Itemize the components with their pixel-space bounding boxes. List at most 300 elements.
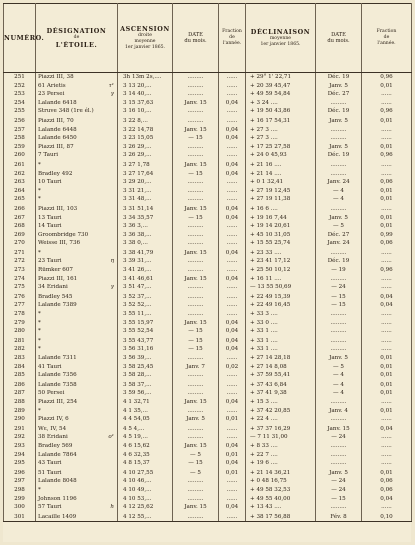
cell-fraction-2-text: 0,06 [380, 478, 393, 485]
cell-declinaison [246, 486, 316, 495]
cell-designation-text: Piazzi IV, 6 [38, 416, 69, 423]
cell-designation-text: Lalande 7864 [38, 451, 77, 458]
cell-ascension-text: 3 29 20,... [123, 179, 152, 186]
cell-date-text: Janv. 15 [184, 398, 207, 405]
cell-fraction-2-text: 0,99 [380, 231, 393, 238]
cell-fraction-text: ...... [226, 381, 238, 388]
cell-ascension-text: 4 6 15,62 [123, 442, 150, 449]
header-date-title: DATE [188, 31, 203, 38]
cell-date-2 [316, 468, 362, 477]
cell-designation-text: Bradley 569 [38, 442, 73, 449]
cell-ascension-text: 3 56 31,16 [123, 346, 154, 353]
cell-declinaison [246, 82, 316, 91]
table-row [4, 363, 412, 372]
cell-date [173, 486, 219, 495]
cell-designation-text: 13 Tauri [38, 214, 62, 221]
cell-fraction [219, 151, 246, 160]
cell-bayer-letter: η [110, 258, 114, 265]
cell-designation [36, 160, 118, 169]
cell-fraction-2 [362, 107, 412, 116]
cell-designation [36, 495, 118, 504]
cell-fraction-2-text: ...... [381, 135, 392, 142]
cell-declinaison-text: + 37 42 20,85 [250, 407, 291, 414]
cell-fraction-text: 0,01 [225, 469, 239, 476]
cell-numero-text: 281 [14, 337, 25, 344]
cell-fraction-2-text: ...... [381, 205, 392, 212]
cell-fraction [219, 345, 246, 354]
cell-designation [36, 239, 118, 248]
cell-numero-text: 257 [14, 126, 25, 133]
cell-declinaison-text: + 38 17 56,88 [250, 513, 291, 520]
cell-date-2-text: Déc. 19 [327, 152, 350, 159]
cell-fraction-2 [362, 468, 412, 477]
cell-declinaison [246, 257, 316, 266]
cell-fraction-2 [362, 354, 412, 363]
cell-numero-text: 292 [14, 434, 25, 441]
cell-ascension-text: 3 31 51,14 [123, 205, 154, 212]
cell-declinaison [246, 468, 316, 477]
cell-date-2 [316, 214, 362, 223]
cell-date-2 [316, 495, 362, 504]
cell-date-2-text: — 24 [331, 284, 346, 291]
cell-declinaison [246, 336, 316, 345]
cell-fraction-text: ...... [226, 284, 238, 291]
cell-numero [4, 512, 36, 522]
cell-fraction-text: ...... [226, 117, 238, 124]
cell-date-2-text: — 4 [333, 187, 344, 194]
cell-fraction-2 [362, 345, 412, 354]
cell-designation [36, 363, 118, 372]
cell-declinaison-text: + 33 3 .... [250, 311, 278, 318]
cell-ascension [118, 90, 173, 99]
cell-fraction-2-text: 0,06 [380, 486, 393, 493]
star-catalogue-table [3, 3, 412, 522]
cell-declinaison [246, 442, 316, 451]
cell-ascension-text: 4 4 54,05 [123, 416, 150, 423]
cell-fraction-2 [362, 371, 412, 380]
cell-fraction-text: 0,04 [225, 161, 239, 168]
cell-bayer-letter: ο¹ [108, 434, 114, 441]
cell-fraction-2 [362, 126, 412, 135]
table-row [4, 160, 412, 169]
cell-ascension-text: 3 56 39,... [123, 355, 152, 361]
cell-fraction-text: 0,04 [225, 328, 239, 335]
cell-date-2-text: ......... [330, 346, 347, 353]
cell-numero-text: 289 [14, 407, 25, 414]
table-row [4, 275, 412, 284]
cell-numero [4, 371, 36, 380]
cell-fraction-2 [362, 310, 412, 319]
cell-fraction [219, 231, 246, 240]
cell-declinaison [246, 126, 316, 135]
cell-fraction-2-text: ...... [381, 275, 392, 282]
cell-fraction-2-text: ...... [381, 346, 392, 353]
cell-numero [4, 222, 36, 231]
cell-date-2 [316, 451, 362, 460]
cell-fraction-text: 0,04 [225, 504, 239, 511]
header-declinaison-epoch: 1er janvier 1865. [260, 42, 301, 47]
cell-ascension-text: 3 52 37,... [123, 293, 152, 300]
cell-fraction-2-text: 0,01 [380, 381, 393, 388]
cell-ascension-text: 3 14 40,... [123, 91, 152, 98]
cell-numero-text: 254 [14, 99, 25, 106]
cell-date-2 [316, 116, 362, 125]
cell-fraction-text: ...... [226, 311, 238, 318]
cell-fraction-text: ...... [226, 196, 238, 203]
cell-declinaison [246, 512, 316, 522]
cell-fraction [219, 407, 246, 416]
cell-declinaison-text: + 3 24 .... [250, 99, 278, 106]
cell-fraction [219, 363, 246, 372]
cell-fraction-2 [362, 187, 412, 196]
cell-ascension [118, 248, 173, 257]
table-row [4, 424, 412, 433]
cell-ascension [118, 283, 173, 292]
cell-ascension [118, 187, 173, 196]
cell-fraction-2 [362, 266, 412, 275]
cell-fraction-text: ...... [226, 486, 238, 493]
cell-ascension-text: 3 58 25,45 [123, 363, 154, 370]
cell-designation-text: 43 Tauri [38, 460, 62, 467]
cell-designation-text: Lalande 7311 [38, 355, 77, 361]
cell-date [173, 380, 219, 389]
table-row [4, 407, 412, 416]
catalogue-page [3, 3, 411, 542]
cell-fraction-2-text: 0,96 [380, 267, 393, 274]
cell-ascension [118, 336, 173, 345]
cell-fraction-2 [362, 160, 412, 169]
cell-fraction [219, 134, 246, 143]
cell-date [173, 204, 219, 213]
cell-declinaison-text: + 16 6 .... [250, 205, 278, 212]
cell-designation [36, 415, 118, 424]
cell-date-2 [316, 178, 362, 187]
cell-ascension-text: 4 1 35,... [123, 407, 148, 414]
table-row [4, 486, 412, 495]
cell-date-2-text: Janv. 5 [329, 469, 348, 476]
cell-fraction-text: ...... [226, 240, 238, 247]
cell-fraction [219, 319, 246, 328]
cell-designation-text: Lalande 6448 [38, 126, 77, 133]
cell-numero-text: 299 [14, 495, 25, 502]
cell-designation-text: 10 Tauri [38, 179, 62, 186]
cell-designation [36, 195, 118, 204]
cell-date-2 [316, 248, 362, 257]
cell-date [173, 415, 219, 424]
cell-fraction-2-text: ...... [381, 319, 392, 326]
cell-declinaison-text: + 8 33 .... [250, 442, 278, 449]
cell-date-2 [316, 398, 362, 407]
cell-fraction-text: ...... [226, 390, 238, 397]
cell-date-2-text: ......... [330, 504, 347, 511]
cell-date-2-text: Janv. 4 [329, 407, 348, 414]
cell-numero-text: 273 [14, 267, 25, 274]
cell-date [173, 512, 219, 522]
cell-declinaison [246, 248, 316, 257]
cell-ascension-text: 4 1 32,71 [123, 398, 150, 405]
table-row [4, 477, 412, 486]
cell-numero [4, 389, 36, 398]
table-row [4, 82, 412, 91]
cell-numero-text: 268 [14, 223, 25, 230]
cell-numero [4, 442, 36, 451]
cell-ascension [118, 415, 173, 424]
cell-fraction-2 [362, 204, 412, 213]
cell-designation-text: 14 Tauri [38, 223, 62, 230]
cell-designation-text: * [38, 249, 41, 256]
cell-designation-text: Piazzi III, 254 [38, 398, 78, 405]
cell-declinaison [246, 143, 316, 152]
table-row [4, 126, 412, 135]
cell-declinaison [246, 407, 316, 416]
cell-numero [4, 503, 36, 512]
cell-ascension-text: 3 58 37,... [123, 381, 152, 388]
cell-date-text: — 15 [188, 135, 203, 142]
cell-ascension [118, 495, 173, 504]
cell-ascension-text: 3 15 37,63 [123, 99, 154, 106]
cell-date-2-text: Déc. 19 [327, 74, 350, 80]
cell-declinaison [246, 178, 316, 187]
cell-designation-text: 23 Persei [38, 91, 65, 98]
cell-date-2 [316, 424, 362, 433]
cell-designation [36, 433, 118, 442]
cell-date-2-text: ......... [330, 170, 347, 177]
cell-fraction-text: 0,04 [225, 135, 239, 142]
cell-date [173, 266, 219, 275]
header-designation-de: de [73, 35, 80, 41]
cell-date-text: Janv. 15 [184, 442, 207, 449]
cell-fraction-text: ...... [226, 143, 238, 150]
cell-ascension-text: 3 36 3,... [123, 223, 148, 230]
cell-date-2-text: — 24 [331, 478, 346, 485]
cell-ascension-text: 3 27 1,78 [123, 161, 150, 168]
cell-ascension-text: 4 5 19,... [123, 434, 148, 441]
cell-fraction-2 [362, 451, 412, 460]
cell-fraction-2 [362, 512, 412, 522]
cell-fraction-2-text: ...... [381, 170, 392, 177]
cell-date-2-text: — 15 [331, 302, 346, 309]
cell-fraction [219, 380, 246, 389]
cell-date-2-text: — 15 [331, 293, 346, 300]
cell-date-text: ......... [187, 196, 204, 203]
cell-bayer-letter: γ [110, 91, 114, 98]
cell-numero [4, 170, 36, 179]
cell-numero [4, 319, 36, 328]
cell-ascension [118, 107, 173, 116]
cell-designation [36, 512, 118, 522]
header-date-2 [316, 4, 362, 73]
table-row [4, 442, 412, 451]
cell-declinaison-text: + 16 17 54,31 [250, 117, 291, 124]
cell-date [173, 424, 219, 433]
cell-date-text: ......... [187, 434, 204, 441]
cell-declinaison-text: + 37 37 16,29 [250, 425, 291, 432]
cell-declinaison-text: + 19 50 43,86 [250, 108, 291, 115]
cell-declinaison-text: + 37 59 55,41 [250, 372, 291, 379]
cell-fraction-text: 0,01 [225, 451, 239, 458]
cell-designation [36, 116, 118, 125]
cell-numero-text: 284 [14, 363, 25, 370]
cell-fraction [219, 90, 246, 99]
cell-declinaison [246, 354, 316, 363]
cell-fraction-text: 0,04 [225, 346, 239, 353]
cell-date-2-text: Janv. 5 [329, 82, 348, 89]
cell-fraction-text: ...... [226, 187, 238, 194]
cell-fraction-2-text: 0,06 [380, 179, 393, 186]
cell-numero [4, 407, 36, 416]
cell-date-2-text: ......... [330, 460, 347, 467]
cell-numero [4, 283, 36, 292]
cell-date [173, 389, 219, 398]
cell-date-2-text: — 24 [331, 486, 346, 493]
cell-fraction-text: 0,04 [225, 249, 239, 256]
cell-declinaison [246, 477, 316, 486]
cell-declinaison [246, 107, 316, 116]
cell-fraction-2 [362, 442, 412, 451]
cell-numero-text: 295 [14, 460, 25, 467]
cell-fraction-text: 0,04 [225, 205, 239, 212]
header-ascension [118, 4, 173, 73]
cell-numero-text: 301 [14, 513, 25, 520]
cell-ascension [118, 116, 173, 125]
cell-ascension [118, 151, 173, 160]
cell-designation [36, 222, 118, 231]
cell-fraction [219, 107, 246, 116]
table-row [4, 301, 412, 310]
cell-declinaison [246, 371, 316, 380]
cell-ascension [118, 371, 173, 380]
cell-designation-text: * [38, 161, 41, 168]
cell-ascension-text: 3 36 38,... [123, 231, 152, 238]
cell-numero [4, 468, 36, 477]
cell-declinaison [246, 459, 316, 468]
header-fraction-2 [362, 4, 412, 73]
cell-date [173, 310, 219, 319]
cell-numero-text: 280 [14, 328, 25, 335]
header-numero [4, 4, 45, 73]
cell-fraction-2-text: ...... [381, 249, 392, 256]
cell-date-2 [316, 363, 362, 372]
cell-fraction-2 [362, 222, 412, 231]
cell-declinaison-text: + 19 6 .... [250, 460, 278, 467]
cell-date [173, 160, 219, 169]
cell-date-2-text: ......... [330, 135, 347, 142]
cell-designation-text: * [38, 337, 41, 344]
cell-fraction-2 [362, 178, 412, 187]
cell-date [173, 116, 219, 125]
cell-declinaison-text: + 22 4 .... [250, 416, 278, 423]
cell-declinaison-text: + 27 3 .... [250, 135, 278, 142]
cell-date-text: ......... [187, 223, 204, 230]
cell-date-2-text: ......... [330, 337, 347, 344]
cell-ascension-text: 4 6 32,35 [123, 451, 150, 458]
cell-fraction-2 [362, 424, 412, 433]
cell-date-2-text: — 5 [333, 363, 344, 370]
cell-designation-text: * [38, 319, 41, 326]
cell-date-2-text: ......... [330, 442, 347, 449]
cell-declinaison [246, 222, 316, 231]
cell-ascension [118, 327, 173, 336]
cell-date-text: ......... [187, 117, 204, 124]
cell-fraction-2 [362, 116, 412, 125]
cell-date-2 [316, 415, 362, 424]
cell-fraction-text: ...... [226, 372, 238, 379]
cell-date-2 [316, 512, 362, 522]
cell-date-2-text: — 15 [331, 495, 346, 502]
cell-designation [36, 178, 118, 187]
cell-declinaison-text: + 21 16 .... [250, 161, 282, 168]
cell-designation [36, 301, 118, 310]
cell-designation-text: 57 Tauri [38, 504, 62, 511]
cell-declinaison-text: + 13 43 .... [250, 504, 282, 511]
cell-numero [4, 398, 36, 407]
table-row [4, 292, 412, 301]
cell-numero [4, 151, 36, 160]
cell-ascension [118, 407, 173, 416]
cell-fraction [219, 239, 246, 248]
cell-designation [36, 380, 118, 389]
cell-ascension [118, 398, 173, 407]
cell-declinaison-text: + 21 14 .... [250, 170, 282, 177]
cell-declinaison [246, 503, 316, 512]
cell-date-2 [316, 407, 362, 416]
cell-declinaison [246, 433, 316, 442]
cell-date-text: ......... [187, 267, 204, 274]
cell-fraction-text: ...... [226, 258, 238, 265]
cell-date-2-text: ......... [330, 161, 347, 168]
cell-date-2 [316, 134, 362, 143]
cell-declinaison-text: + 49 55 40,00 [250, 495, 291, 502]
cell-ascension [118, 82, 173, 91]
cell-fraction-2 [362, 486, 412, 495]
cell-date-2 [316, 459, 362, 468]
cell-fraction-2-text: 0,01 [380, 117, 393, 124]
cell-numero-text: 266 [14, 205, 25, 212]
cell-fraction-text: ...... [226, 425, 238, 432]
cell-designation [36, 275, 118, 284]
cell-date-text: Janv. 15 [184, 126, 207, 133]
cell-date [173, 222, 219, 231]
cell-date [173, 99, 219, 108]
cell-date-text: — 15 [188, 346, 203, 353]
cell-numero-text: 298 [14, 486, 25, 493]
cell-numero [4, 160, 36, 169]
cell-numero [4, 345, 36, 354]
cell-date [173, 257, 219, 266]
cell-date-text: Janv. 7 [186, 363, 205, 370]
cell-ascension-text: 4 12 55,... [123, 513, 152, 520]
cell-ascension [118, 512, 173, 522]
table-row [4, 170, 412, 179]
cell-ascension-text: 3 22 14,78 [123, 126, 154, 133]
header-fraction2-de: de [383, 35, 390, 41]
cell-date-text: ......... [187, 74, 204, 80]
cell-ascension-text: 4 10 46,... [123, 478, 152, 485]
cell-declinaison-text: + 19 16 7,44 [250, 214, 287, 221]
cell-date [173, 336, 219, 345]
cell-designation-text: Johnson 1196 [38, 495, 77, 502]
cell-fraction [219, 170, 246, 179]
cell-ascension-text: 4 12 25,62 [123, 504, 154, 511]
cell-fraction [219, 248, 246, 257]
cell-date-text: ......... [187, 293, 204, 300]
cell-designation-text: Lalande 7358 [38, 381, 77, 388]
cell-declinaison [246, 90, 316, 99]
table-row [4, 90, 412, 99]
cell-ascension-text: 3 41 26,... [123, 267, 152, 274]
cell-designation-text: * [38, 187, 41, 194]
cell-numero [4, 459, 36, 468]
